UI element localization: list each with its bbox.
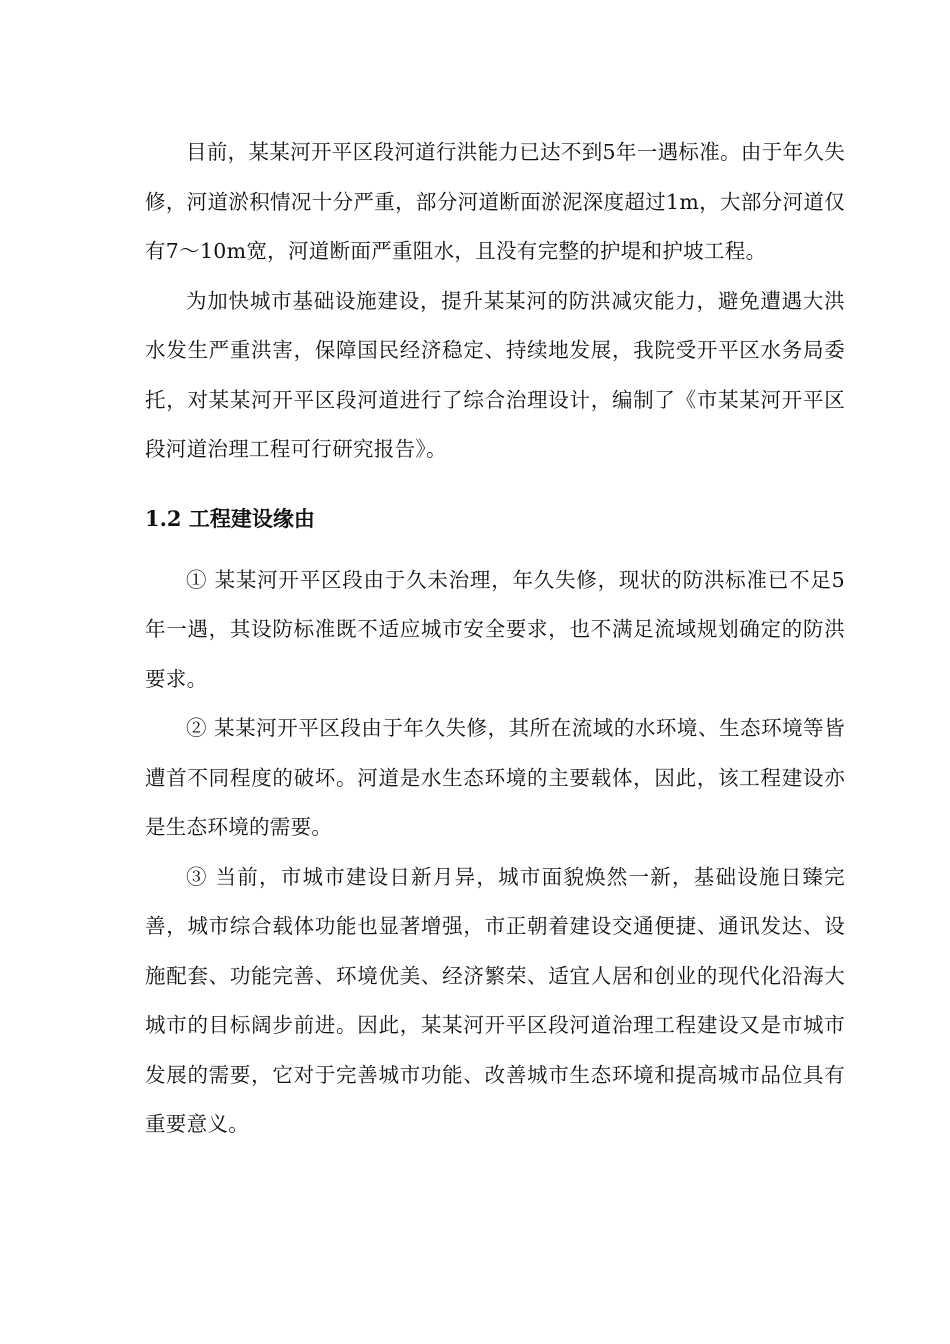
paragraph-flood-capacity: 目前，某某河开平区段河道行洪能力已达不到5年一遇标准。由于年久失修，河道淤积情况十分严重，部分河道断面淤泥深度超过1m，大部分河道仅有7～10m宽，河道断面严重阻水，且没有完整的护堤和护坡工程。	[145, 140, 845, 263]
paragraph-design-commission: 为加快城市基础设施建设，提升某某河的防洪减灾能力，避免遭遇大洪水发生严重洪害，保障国民经济稳定、持续地发展，我院受开平区水务局委托，对某某河开平区段河道进行了综合治理设计，编制了《市某某河开平区段河道治理工程可行研究报告》。	[145, 288, 845, 461]
paragraph-reason-2: ② 某某河开平区段由于年久失修，其所在流域的水环境、生态环境等皆遭首不同程度的破坏。河道是水生态环境的主要载体，因此，该工程建设亦是生态环境的需要。	[145, 716, 845, 839]
document-page	[145, 128, 845, 1150]
paragraph-reason-1: ① 某某河开平区段由于久未治理，年久失修，现状的防洪标准已不足5年一遇，其设防标准既不适应城市安全要求，也不满足流域规划确定的防洪要求。	[145, 567, 845, 691]
paragraph-reason-3: ③ 当前，市城市建设日新月异，城市面貌焕然一新，基础设施日臻完善，城市综合载体功能也显著增强，市正朝着建设交通便捷、通讯发达、设施配套、功能完善、环境优美、经济繁荣、适宜人居和创业的现代化沿海大城市的目标阔步前进。因此，某某河开平区段河道治理工程建设又是市城市发展的需要，它对于完善城市功能、改善城市生态环境和提高城市品位具有重要意义。	[145, 864, 845, 1136]
section-heading: 1.2 工程建设缘由	[145, 505, 315, 531]
